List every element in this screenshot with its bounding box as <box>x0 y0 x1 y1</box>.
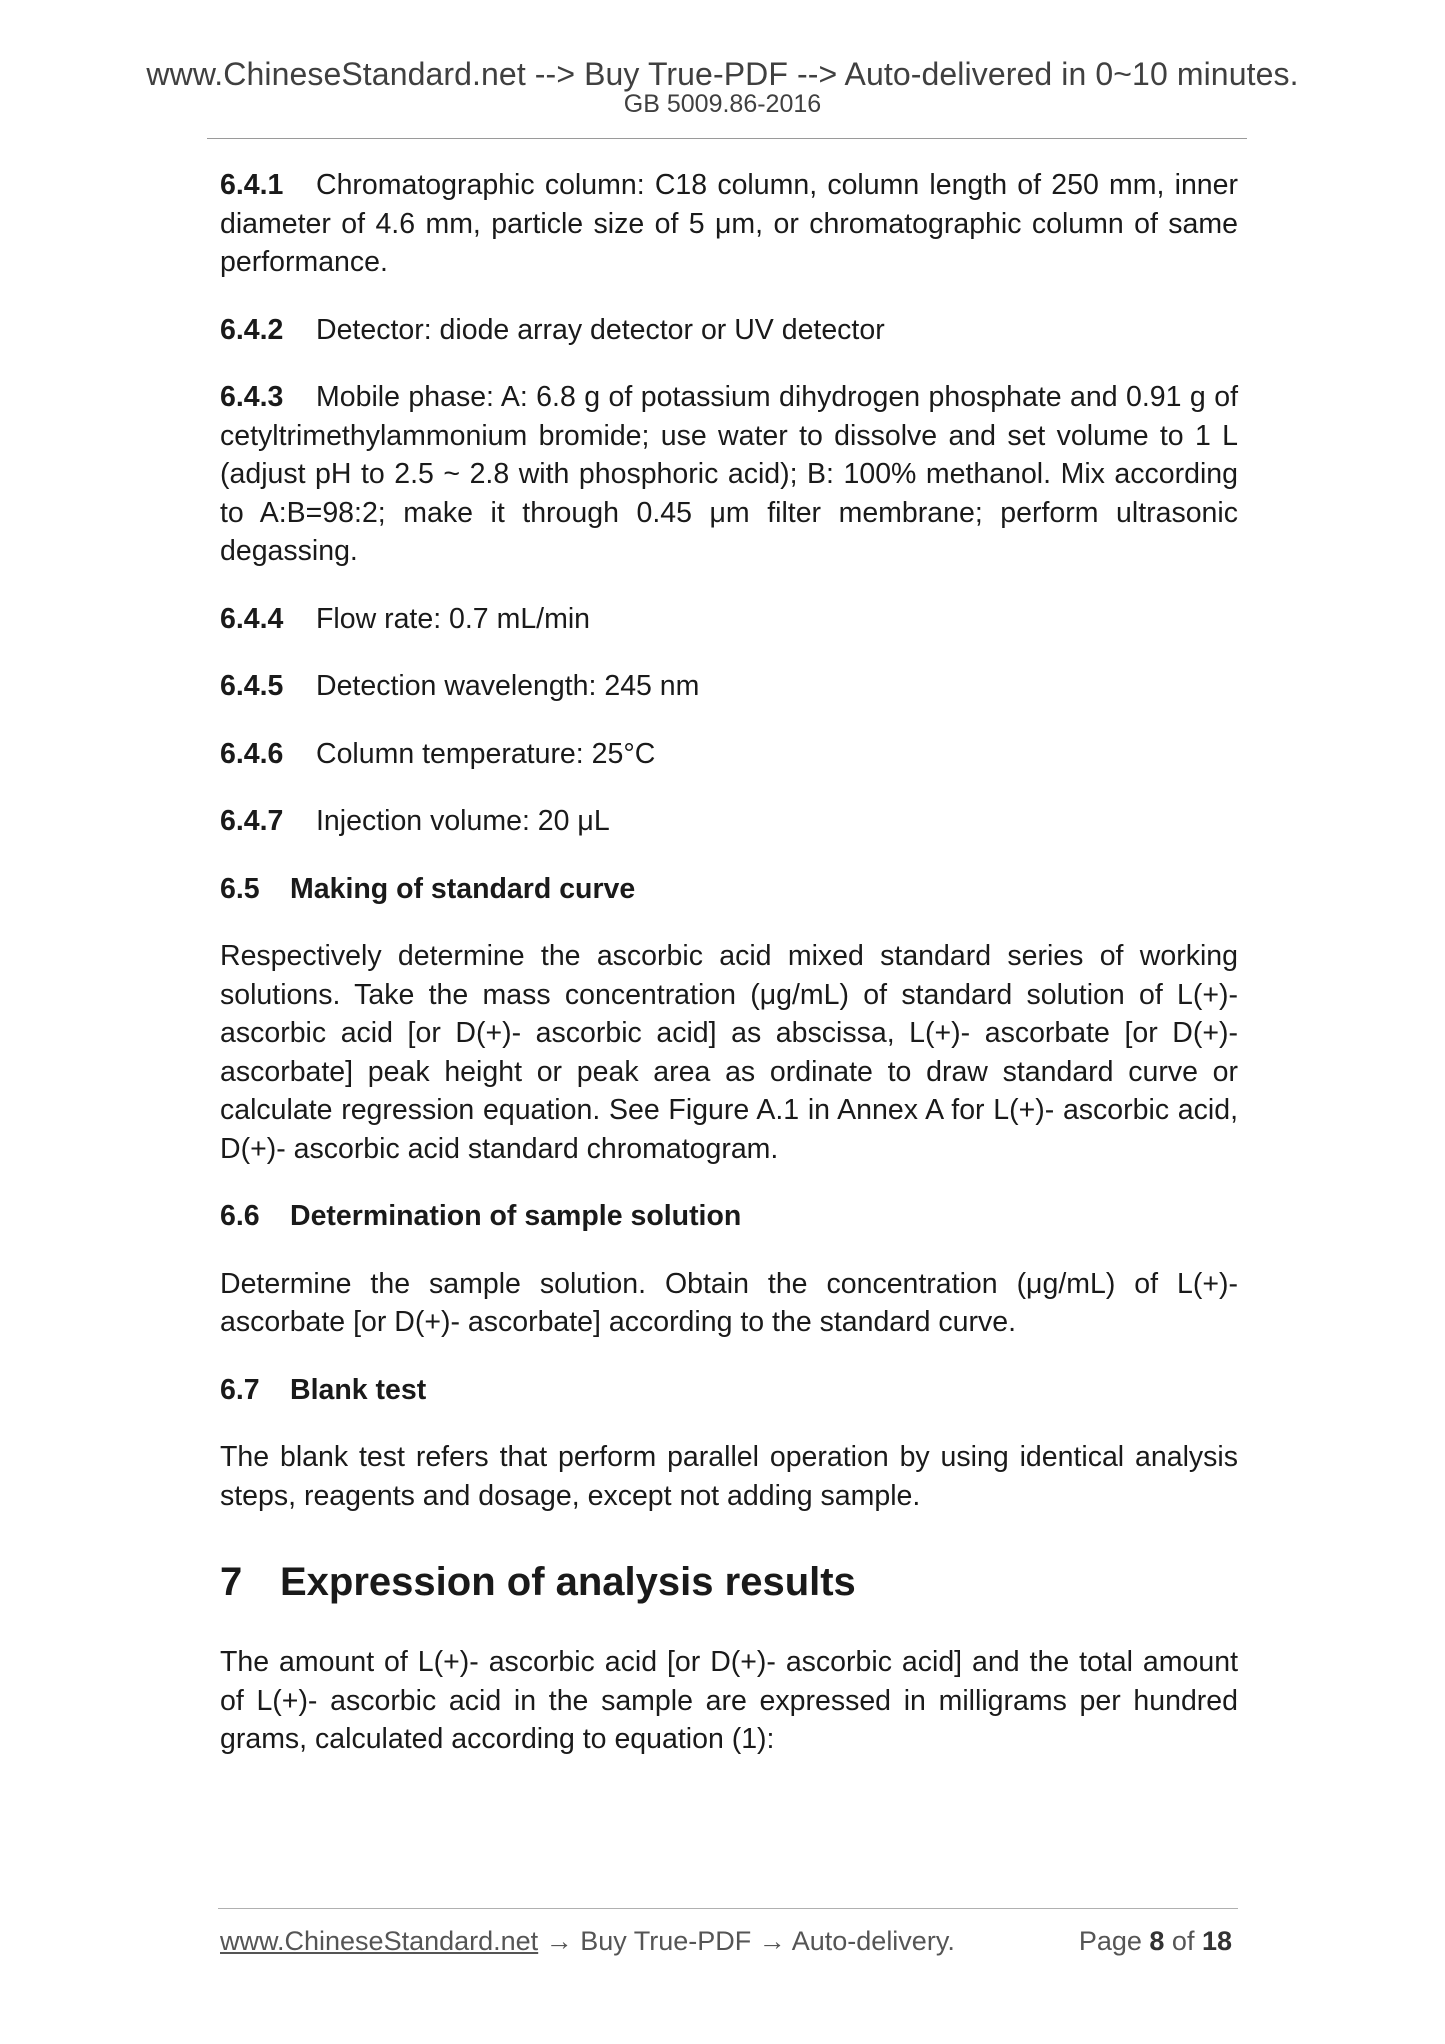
clause-6-4-3 <box>220 378 1238 571</box>
section-number: 6.6 <box>220 1200 260 1232</box>
chapter-heading-7 <box>220 1557 1238 1607</box>
clause-text: Flow rate: 0.7 mL/min <box>316 602 591 635</box>
footer-divider <box>218 1908 1238 1909</box>
footer-text: → Buy True-PDF → Auto-delivery. <box>538 1926 955 1956</box>
clause-6-4-2 <box>220 311 1238 350</box>
chapter-7-text: The amount of L(+)- ascorbic acid [or D(+)- ascorbic acid] and the total amount of L(+)- ascorbic acid in the sample are expressed in milligrams per hundred grams, calculated according to equation (1): <box>220 1646 1238 1755</box>
section-6-6-text: Determine the sample solution. Obtain the concentration (μg/mL) of L(+)- ascorbate [or D(+)- ascorbate] according to the standard curve. <box>220 1267 1238 1338</box>
page-footer <box>220 1926 1232 1957</box>
section-number: 6.5 <box>220 872 260 905</box>
clause-text: Injection volume: 20 μL <box>316 805 610 837</box>
clause-number: 6.4.2 <box>220 313 284 346</box>
chapter-title: Expression of analysis results <box>280 1560 856 1604</box>
section-6-5-text: Respectively determine the ascorbic acid mixed standard series of working solutions. Take the mass concentration (μg/mL) of standard solution of L(+)- ascorbic acid [or D(+)- ascorbic acid] as abscissa, L(+)- ascorbate [or D(+)- ascorbate] peak height or peak area as ordinate to draw standard curve or calculate regression equation. See Figure A.1 in Annex A for L(+)- ascorbic acid, D(+)- ascorbic acid standard chromatogram. <box>220 940 1238 1165</box>
clause-text: Detector: diode array detector or UV detector <box>316 313 885 346</box>
header-divider <box>207 138 1247 139</box>
clause-number: 6.4.3 <box>220 381 284 413</box>
section-heading-6-6 <box>220 1197 1238 1236</box>
section-title: Determination of sample solution <box>290 1200 742 1232</box>
section-title: Blank test <box>290 1373 427 1406</box>
page-total: 18 <box>1201 1926 1232 1956</box>
clause-text: Column temperature: 25°C <box>316 737 656 770</box>
clause-text: Chromatographic column: C18 column, column length of 250 mm, inner diameter of 4.6 mm, particle size of 5 μm, or chromatographic column of same performance. <box>220 169 1238 278</box>
page-number <box>1079 1926 1232 1957</box>
page-of: of <box>1164 1926 1202 1956</box>
page-content <box>220 166 1238 1788</box>
clause-number: 6.4.1 <box>220 169 284 201</box>
chapter-number: 7 <box>220 1560 243 1604</box>
clause-number: 6.4.7 <box>220 805 284 837</box>
document-code: GB 5009.86-2016 <box>623 90 822 118</box>
clause-6-4-6 <box>220 735 1238 774</box>
footer-site-link[interactable]: www.ChineseStandard.net <box>220 1926 539 1956</box>
clause-number: 6.4.5 <box>220 670 284 702</box>
clause-6-4-5 <box>220 667 1238 706</box>
clause-text: Detection wavelength: 245 nm <box>316 670 700 702</box>
page-label: Page <box>1078 1926 1150 1956</box>
page-current: 8 <box>1149 1926 1165 1956</box>
section-number: 6.7 <box>220 1373 260 1406</box>
clause-6-4-1 <box>220 166 1238 282</box>
clause-6-4-7 <box>220 802 1238 841</box>
clause-text: Mobile phase: A: 6.8 g of potassium dihydrogen phosphate and 0.91 g of cetyltrimethylammonium bromide; use water to dissolve and set volume to 1 L (adjust pH to 2.5 ~ 2.8 with phosphoric acid); B: 100% methanol. Mix according to A:B=98:2; make it through 0.45 μm filter membrane; perform ultrasonic degassing. <box>220 381 1238 567</box>
header-banner: www.ChineseStandard.net --> Buy True-PDF --> Auto-delivered in 0~10 minutes. <box>146 56 1299 92</box>
clause-number: 6.4.4 <box>220 602 284 635</box>
section-heading-6-7 <box>220 1371 1238 1410</box>
clause-number: 6.4.6 <box>220 737 284 770</box>
section-title: Making of standard curve <box>290 872 636 905</box>
section-6-7-text: The blank test refers that perform parallel operation by using identical analysis steps, reagents and dosage, except not adding sample. <box>220 1441 1238 1512</box>
clause-6-4-4 <box>220 600 1238 639</box>
section-heading-6-5 <box>220 870 1238 909</box>
